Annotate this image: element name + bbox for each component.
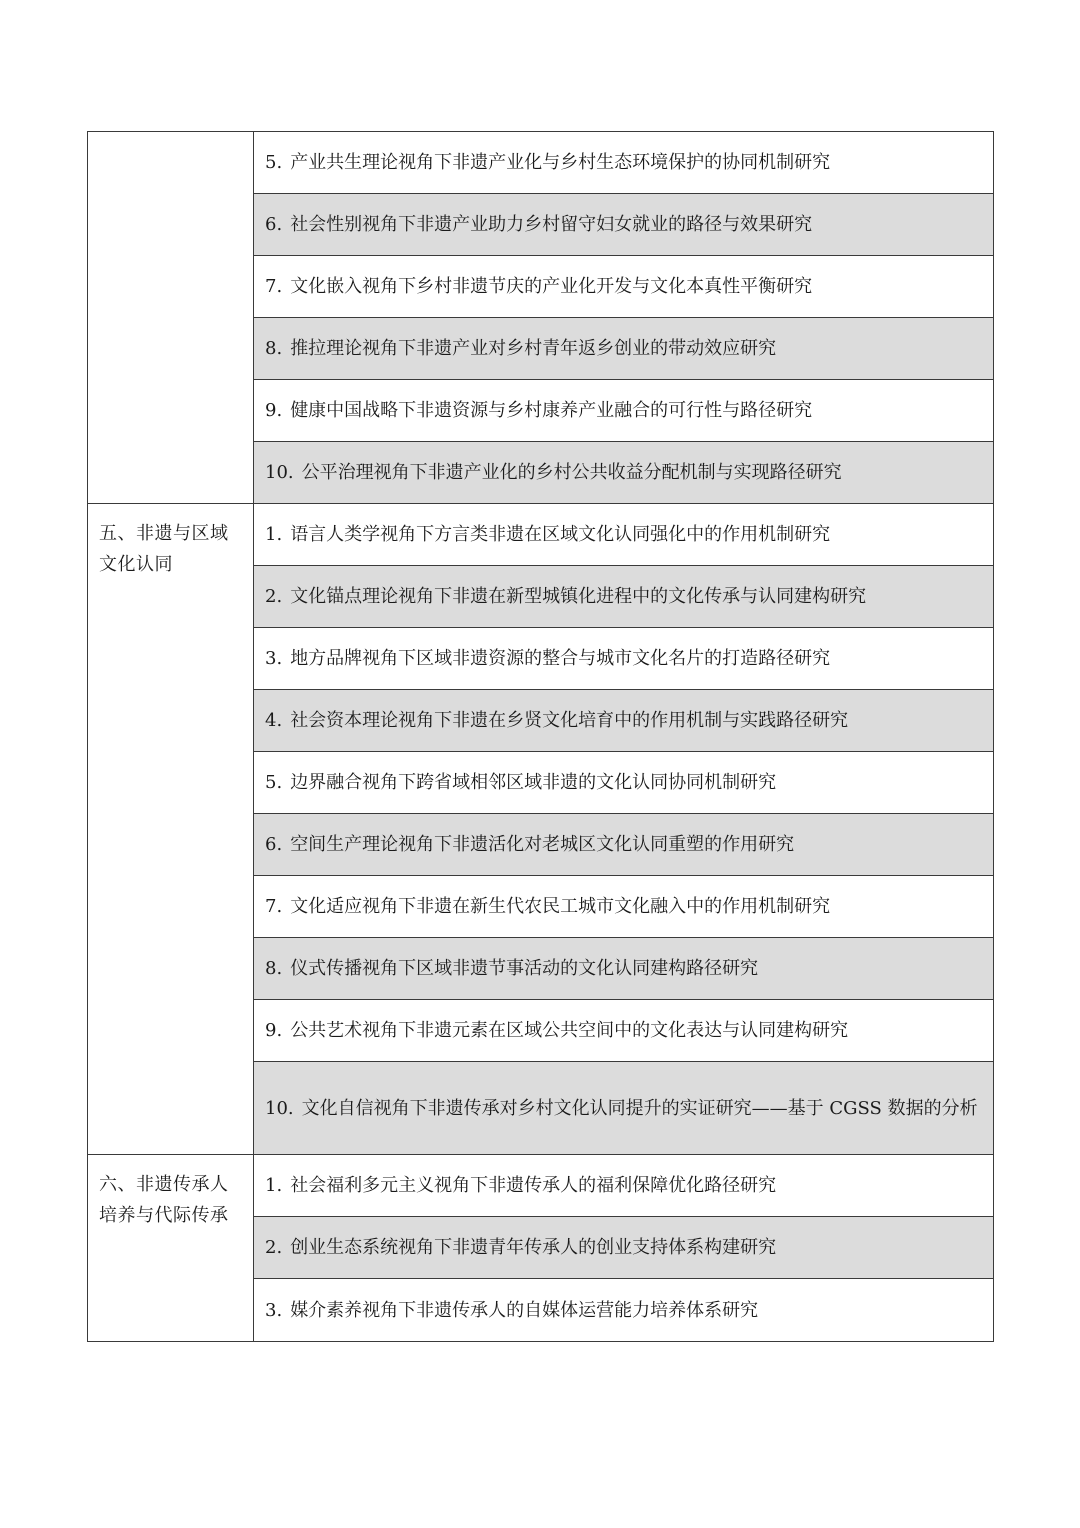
item-text: 推拉理论视角下非遗产业对乡村青年返乡创业的带动效应研究 bbox=[290, 338, 777, 359]
item-text: 媒介素养视角下非遗传承人的自媒体运营能力培养体系研究 bbox=[290, 1299, 759, 1321]
item-text: 社会福利多元主义视角下非遗传承人的福利保障优化路径研究 bbox=[290, 1175, 777, 1196]
item-number: 6. bbox=[265, 834, 283, 855]
topic-cell bbox=[254, 380, 994, 442]
item-number: 2. bbox=[265, 1237, 283, 1258]
item-text: 文化适应视角下非遗在新生代农民工城市文化融入中的作用机制研究 bbox=[290, 896, 831, 917]
topic-cell bbox=[254, 1155, 994, 1217]
item-number: 7. bbox=[265, 276, 283, 297]
item-text: 社会资本理论视角下非遗在乡贤文化培育中的作用机制与实践路径研究 bbox=[290, 710, 849, 731]
item-text: 地方品牌视角下区域非遗资源的整合与城市文化名片的打造路径研究 bbox=[290, 648, 831, 669]
item-number: 4. bbox=[265, 710, 283, 731]
category-label: 五、非遗与区域文化认同 bbox=[99, 523, 229, 575]
table-row bbox=[88, 504, 994, 566]
topic-cell bbox=[254, 628, 994, 690]
topic-cell bbox=[254, 256, 994, 318]
category-cell bbox=[88, 1155, 254, 1342]
topic-cell bbox=[254, 938, 994, 1000]
item-number: 3. bbox=[265, 1299, 283, 1321]
item-text: 仪式传播视角下区域非遗节事活动的文化认同建构路径研究 bbox=[290, 958, 759, 979]
topic-cell bbox=[254, 318, 994, 380]
item-number: 10. bbox=[265, 462, 294, 483]
item-text: 空间生产理论视角下非遗活化对老城区文化认同重塑的作用研究 bbox=[290, 834, 795, 855]
topic-cell bbox=[254, 1217, 994, 1279]
topic-cell bbox=[254, 752, 994, 814]
category-label: 六、非遗传承人培养与代际传承 bbox=[99, 1174, 229, 1226]
item-number: 2. bbox=[265, 586, 283, 607]
item-number: 5. bbox=[265, 772, 283, 793]
item-text: 语言人类学视角下方言类非遗在区域文化认同强化中的作用机制研究 bbox=[290, 524, 831, 545]
topic-cell bbox=[254, 814, 994, 876]
topic-cell bbox=[254, 566, 994, 628]
item-text: 边界融合视角下跨省域相邻区域非遗的文化认同协同机制研究 bbox=[290, 772, 777, 793]
topic-cell bbox=[254, 442, 994, 504]
item-number: 1. bbox=[265, 1175, 283, 1196]
item-text: 社会性别视角下非遗产业助力乡村留守妇女就业的路径与效果研究 bbox=[290, 214, 813, 235]
item-text: 文化锚点理论视角下非遗在新型城镇化进程中的文化传承与认同建构研究 bbox=[290, 586, 867, 607]
item-text: 创业生态系统视角下非遗青年传承人的创业支持体系构建研究 bbox=[290, 1237, 777, 1258]
category-cell bbox=[88, 504, 254, 1155]
topic-cell bbox=[254, 876, 994, 938]
item-number: 5. bbox=[265, 152, 283, 173]
category-cell bbox=[88, 132, 254, 504]
item-text: 健康中国战略下非遗资源与乡村康养产业融合的可行性与路径研究 bbox=[290, 400, 813, 421]
table-row bbox=[88, 1155, 994, 1217]
topic-cell bbox=[254, 504, 994, 566]
topic-cell bbox=[254, 194, 994, 256]
item-text: 公共艺术视角下非遗元素在区域公共空间中的文化表达与认同建构研究 bbox=[290, 1020, 849, 1041]
topic-cell bbox=[254, 132, 994, 194]
topic-cell bbox=[254, 1000, 994, 1062]
topic-cell bbox=[254, 690, 994, 752]
item-number: 1. bbox=[265, 524, 283, 545]
topic-cell bbox=[254, 1279, 994, 1342]
item-text: 公平治理视角下非遗产业化的乡村公共收益分配机制与实现路径研究 bbox=[301, 462, 842, 483]
research-topic-table bbox=[87, 131, 994, 1342]
item-text: 文化自信视角下非遗传承对乡村文化认同提升的实证研究——基于 CGSS 数据的分析 bbox=[301, 1097, 978, 1119]
item-number: 10. bbox=[265, 1097, 294, 1119]
topic-cell bbox=[254, 1062, 994, 1155]
item-number: 7. bbox=[265, 896, 283, 917]
item-text: 产业共生理论视角下非遗产业化与乡村生态环境保护的协同机制研究 bbox=[290, 152, 831, 173]
item-number: 9. bbox=[265, 1020, 283, 1041]
item-number: 9. bbox=[265, 400, 283, 421]
table-row bbox=[88, 132, 994, 194]
item-number: 8. bbox=[265, 338, 283, 359]
item-number: 8. bbox=[265, 958, 283, 979]
item-text: 文化嵌入视角下乡村非遗节庆的产业化开发与文化本真性平衡研究 bbox=[290, 276, 813, 297]
item-number: 6. bbox=[265, 214, 283, 235]
item-number: 3. bbox=[265, 648, 283, 669]
